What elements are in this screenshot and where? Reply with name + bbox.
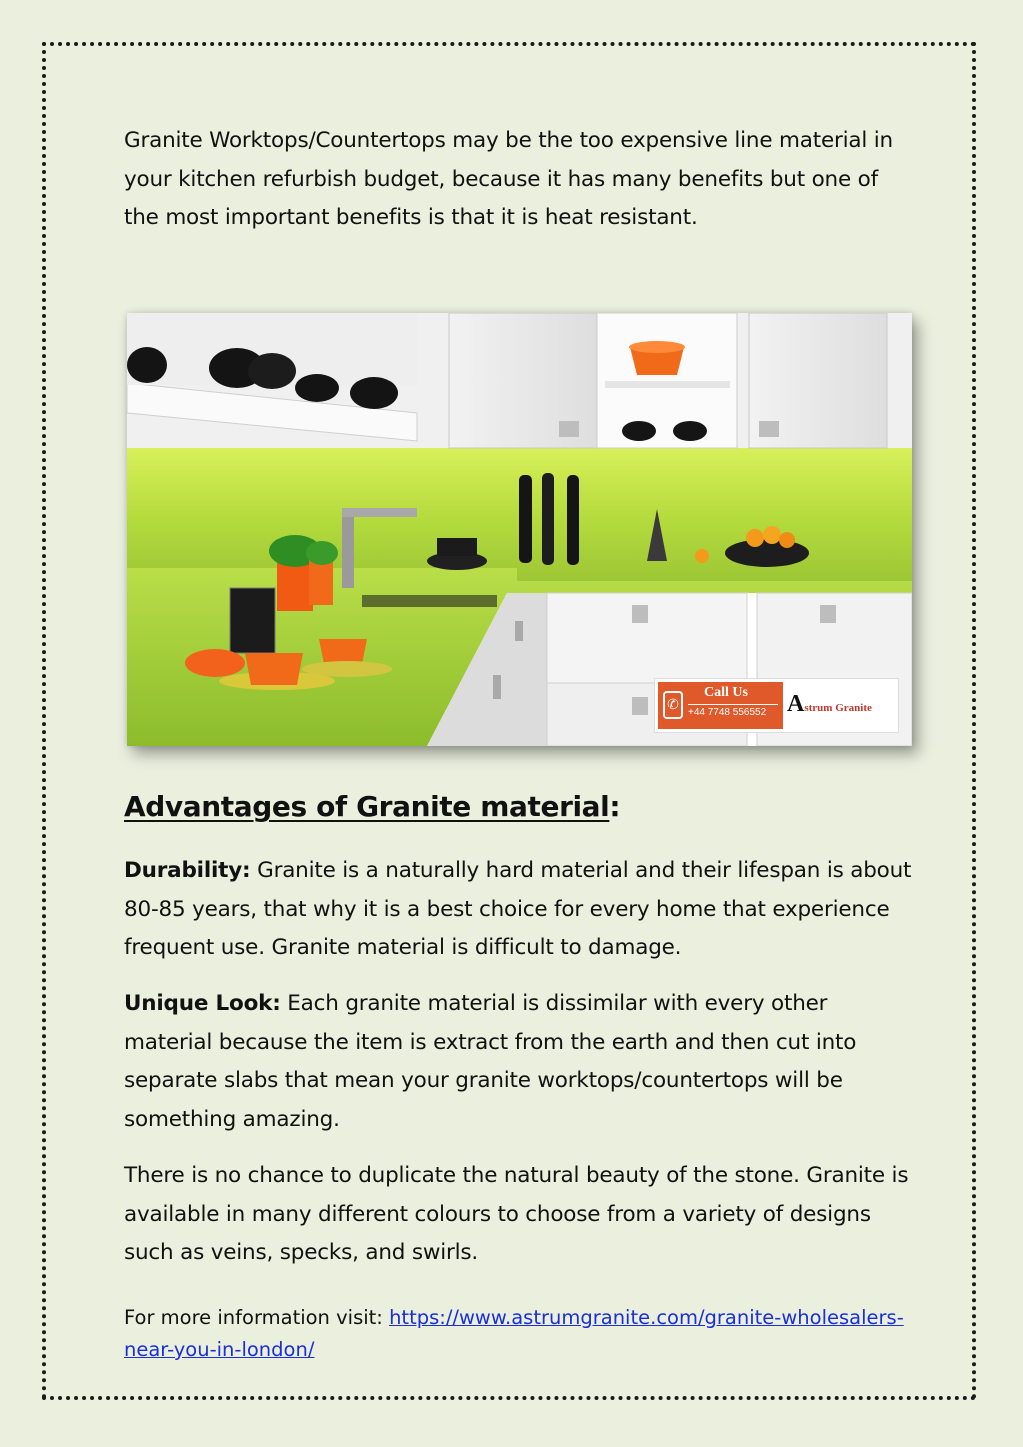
intro-paragraph: Granite Worktops/Countertops may be the too expensive line material in your kitchen refurbish budget, because it has many benefits but one of the most important benefits is that it is heat resistant. <box>124 128 893 230</box>
unique-look-paragraph <box>124 985 914 1139</box>
phone-icon: ✆ <box>663 691 683 719</box>
duplicate-paragraph: There is no chance to duplicate the natural beauty of the stone. Granite is available in many different colours to choose from a variety of designs such as veins, specks, and swirls. <box>124 1163 909 1265</box>
phone-number: +44 7748 556552 <box>688 707 767 718</box>
footer-prefix: For more information visit: <box>124 1306 390 1329</box>
intro-section <box>124 122 914 238</box>
brand-logo <box>787 691 872 721</box>
footer-info <box>124 1302 914 1366</box>
call-us-panel <box>658 682 783 729</box>
advantages-heading-colon: : <box>609 790 621 823</box>
call-us-divider <box>688 704 778 705</box>
unique-look-label: Unique Look: <box>124 991 281 1016</box>
brand-logo-name: strum Granite <box>804 702 872 714</box>
brand-logo-initial: A <box>787 691 805 717</box>
kitchen-photo <box>127 313 912 746</box>
duplicate-section <box>124 1157 914 1273</box>
durability-section <box>124 852 914 968</box>
call-us-label: Call Us <box>704 685 748 700</box>
durability-text: Granite is a naturally hard material and their lifespan is about 80-85 years, that why it is a best choice for every home that experience frequent use. Granite material is difficult to damage. <box>124 858 912 960</box>
call-us-badge[interactable] <box>654 678 899 733</box>
durability-paragraph <box>124 852 914 968</box>
unique-look-text: Each granite material is dissimilar with every other material because the item is extract from the earth and then cut into separate slabs that mean your granite worktops/countertops will be something amazing. <box>124 991 857 1132</box>
unique-look-section <box>124 985 914 1139</box>
advantages-heading <box>124 790 620 823</box>
durability-label: Durability: <box>124 858 251 883</box>
advantages-heading-text: Advantages of Granite material <box>124 790 610 823</box>
footer-link[interactable]: https://www.astrumgranite.com/granite-wholesalers-near-you-in-london/ <box>124 1306 904 1361</box>
